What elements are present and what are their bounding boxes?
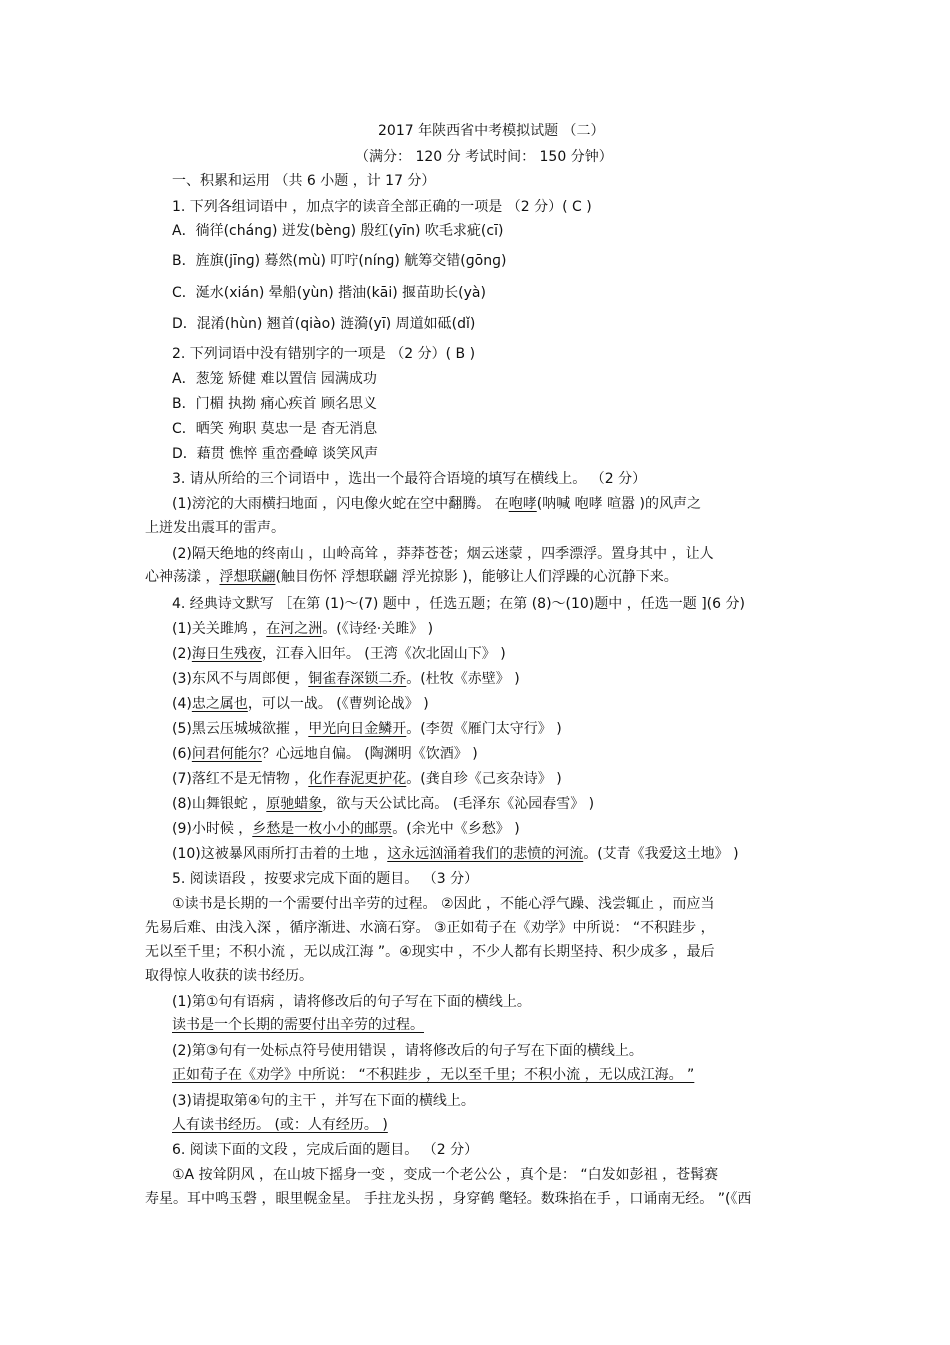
text: ，可以一战。 (《曹刿论战》 ) [247, 696, 429, 712]
text: 。(余光中《乡愁》 ) [392, 821, 520, 837]
q5-sub1-question: (1)第①句有语病 ，请将修改后的句子写在下面的横线上。 [172, 994, 531, 1010]
text: (触目伤怀 浮想联翩 浮光掠影 )，能够让人们浮躁的心沉静下来。 [275, 569, 678, 585]
text: (1)关关雎鸠 ， [172, 621, 267, 637]
q5-stem: 5. 阅读语段 ，按要求完成下面的题目。 （3 分） [172, 871, 479, 887]
text: (10)这被暴风雨所打击着的土地 ， [172, 846, 388, 862]
text: ，江春入旧年。 (王湾《次北固山下》 ) [261, 646, 506, 662]
text: 。(李贺《雁门太守行》 ) [406, 721, 562, 737]
q2-option-a: A．葱笼 矫健 难以置信 园满成功 [172, 371, 377, 387]
text: (4) [172, 696, 192, 712]
answer: 海日生残夜 [191, 646, 262, 662]
text: (呐喊 咆哮 喧嚣 )的风声之 [536, 496, 702, 512]
answer: 甲光向日金鳞开 [308, 721, 407, 737]
text: 。(艾青《我爱这土地》 ) [583, 846, 739, 862]
q4-item [172, 845, 739, 863]
q5-paragraph-line: 无以至千里；不积小流 ，无以成江海 ”。④现实中 ，不少人都有长期坚持、积少成多 ，最后 [145, 944, 715, 960]
answer: 问君何能尔 [191, 746, 262, 762]
answer: 原驰蜡象 [266, 796, 323, 812]
answer: 浮想联翩 [219, 569, 276, 585]
text: (1)滂沱的大雨横扫地面 ，闪电像火蛇在空中翻腾。 在 [172, 496, 509, 512]
q4-item [172, 795, 594, 813]
q5-sub1-answer: 读书是一个长期的需要付出辛劳的过程。 [172, 1017, 424, 1033]
answer: 铜雀春深锁二乔 [308, 671, 407, 687]
answer: 化作春泥更护花 [308, 771, 407, 787]
q6-text-line: ①A 按耸阴风 ，在山坡下摇身一变 ，变成一个老公公 ，真个是： “白发如彭祖 ，苍髯赛 [172, 1167, 719, 1183]
q3-p2-line2 [145, 568, 678, 586]
text: 。(杜牧《赤壁》 ) [406, 671, 520, 687]
q4-item [172, 695, 429, 713]
q4-item [172, 820, 520, 838]
text: (2) [172, 646, 192, 662]
q4-item [172, 770, 562, 788]
section-heading: 一、积累和运用 （共 6 小题 ，计 17 分） [172, 173, 436, 189]
q2-option-d: D．藉贯 憔悴 重峦叠嶂 谈笑风声 [172, 446, 379, 462]
q4-item [172, 645, 506, 663]
q1-option-d: D．混淆(hùn) 翘首(qiào) 涟漪(yī) 周道如砥(dǐ) [172, 316, 476, 332]
q1-option-b: B．旌旗(jīnɡ) 蓦然(mù) 叮咛(nínɡ) 觥筹交错(ɡōnɡ) [172, 253, 507, 269]
q3-p1-line2: 上迸发出震耳的雷声。 [145, 520, 285, 536]
q1-option-c: C．涎水(xián) 晕船(yùn) 揩油(kāi) 揠苗助长(yà) [172, 285, 486, 301]
exam-subtitle: （满分： 120 分 考试时间： 150 分钟） [355, 149, 613, 165]
q3-stem: 3. 请从所给的三个词语中 ，选出一个最符合语境的填写在横线上。 （2 分） [172, 471, 647, 487]
text: (8)山舞银蛇 ， [172, 796, 267, 812]
q5-paragraph-line: 取得惊人收获的读书经历。 [145, 968, 313, 984]
q4-item [172, 720, 562, 738]
text: ，欲与天公试比高。 (毛泽东《沁园春雪》 ) [322, 796, 595, 812]
q2-option-b: B．门楣 执拗 痛心疾首 顾名思义 [172, 396, 377, 412]
q3-p2-line1: (2)隔天绝地的终南山 ，山岭高耸 ，莽莽苍苍；烟云迷蒙 ，四季漂浮。置身其中 ，让人 [172, 546, 714, 562]
text: ？心远地自偏。 (陶渊明《饮酒》 ) [261, 746, 478, 762]
answer: 忠之属也 [191, 696, 248, 712]
text: 心神荡漾 ， [145, 569, 220, 585]
answer: 在河之洲 [266, 621, 323, 637]
q6-text-line: 寿星。耳中鸣玉磬 ，眼里幌金星。 手拄龙头拐 ，身穿鹤 氅轻。数珠掐在手 ，口诵南无经。 ”(《西 [145, 1191, 752, 1207]
q2-stem: 2. 下列词语中没有错别字的一项是 （2 分）( B ) [172, 346, 476, 362]
answer: 乡愁是一枚小小的邮票 [252, 821, 393, 837]
text: (3)东风不与周郎便 ， [172, 671, 309, 687]
text: (6) [172, 746, 192, 762]
q5-sub2-answer: 正如荀子在《劝学》中所说： “不积跬步 ，无以至千里；不积小流 ，无以成江海。 ” [172, 1067, 695, 1083]
q5-paragraph-line: 先易后难、由浅入深 ，循序渐进、水滴石穿。 ③正如荀子在《劝学》中所说： “不积跬步 ， [145, 920, 715, 936]
text: 。(龚自珍《己亥杂诗》 ) [406, 771, 562, 787]
q4-item [172, 620, 433, 638]
exam-title: 2017 年陕西省中考模拟试题 （二） [378, 123, 605, 139]
q4-item [172, 670, 520, 688]
answer: 咆哮 [508, 496, 537, 512]
q5-sub2-question: (2)第③句有一处标点符号使用错误 ，请将修改后的句子写在下面的横线上。 [172, 1043, 643, 1059]
q1-option-a: A．徜徉(chánɡ) 迸发(bènɡ) 殷红(yīn) 吹毛求疵(cī) [172, 223, 504, 239]
q4-stem: 4. 经典诗文默写 ［在第 (1)～(7) 题中 ，任选五题；在第 (8)～(10)题中 ，任选一题 ](6 分) [172, 596, 745, 612]
text: (7)落红不是无情物 ， [172, 771, 309, 787]
q4-item [172, 745, 478, 763]
q5-sub3-answer: 人有读书经历。 (或：人有经历。 ) [172, 1117, 388, 1133]
q1-stem: 1. 下列各组词语中 ，加点字的读音全部正确的一项是 （2 分）( C ) [172, 199, 592, 215]
answer: 这永远汹涌着我们的悲愤的河流 [387, 846, 584, 862]
q2-option-c: C．晒笑 殉职 莫忠一是 杳无消息 [172, 421, 378, 437]
text: 。(《诗经·关雎》 ) [322, 621, 434, 637]
q5-sub3-question: (3)请提取第④句的主干 ，并写在下面的横线上。 [172, 1093, 475, 1109]
text: (9)小时候 ， [172, 821, 253, 837]
q3-p1-line1 [172, 495, 701, 513]
q6-stem: 6. 阅读下面的文段 ，完成后面的题目。 （2 分） [172, 1142, 479, 1158]
text: (5)黑云压城城欲摧 ， [172, 721, 309, 737]
q5-paragraph-line: ①读书是长期的一个需要付出辛劳的过程。 ②因此 ，不能心浮气躁、浅尝辄止 ，而应当 [172, 896, 715, 912]
